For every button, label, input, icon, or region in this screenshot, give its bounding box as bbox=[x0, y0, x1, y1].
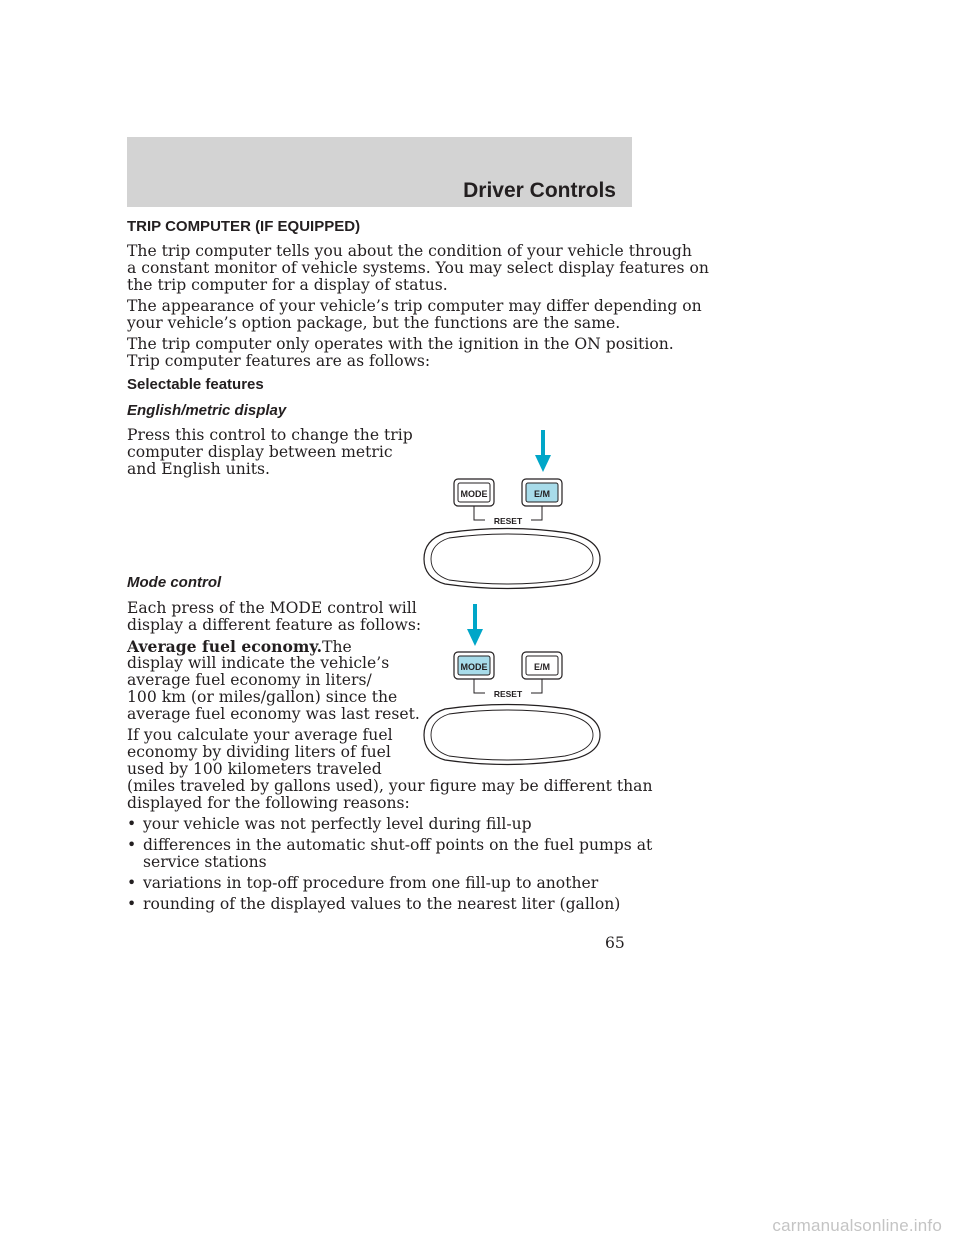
mode-control-heading: Mode control bbox=[127, 574, 222, 591]
mode-button-label: MODE bbox=[460, 489, 488, 499]
bullet-item: differences in the automatic shut-off points on the fuel pumps at bbox=[143, 836, 653, 854]
intro-line: a constant monitor of vehicle systems. You may select display features on bbox=[127, 259, 709, 277]
em-button-label: E/M bbox=[533, 489, 551, 499]
intro-line: the trip computer for a display of status. bbox=[127, 276, 448, 294]
avg-fuel-lead: Average fuel economy. bbox=[127, 637, 323, 656]
intro-line: The appearance of your vehicle’s trip computer may differ depending on bbox=[127, 297, 702, 315]
calc-line: economy by dividing liters of fuel bbox=[127, 743, 391, 761]
intro-line: The trip computer tells you about the condition of your vehicle through bbox=[127, 242, 692, 260]
english-metric-line: Press this control to change the trip bbox=[127, 426, 413, 444]
calc-line: If you calculate your average fuel bbox=[127, 726, 393, 744]
english-metric-line: and English units. bbox=[127, 460, 270, 478]
calc-line: used by 100 kilometers traveled bbox=[127, 760, 382, 778]
trip-computer-diagram-em bbox=[415, 420, 610, 600]
avg-fuel-first-rest: The bbox=[322, 638, 352, 656]
calc-line: displayed for the following reasons: bbox=[127, 794, 410, 812]
bullet-item-cont: service stations bbox=[143, 853, 267, 871]
bullet-symbol: • bbox=[127, 874, 137, 892]
bullet-symbol: • bbox=[127, 815, 137, 833]
section-title: TRIP COMPUTER (IF EQUIPPED) bbox=[127, 218, 361, 235]
english-metric-heading: English/metric display bbox=[127, 402, 287, 419]
reset-label: RESET bbox=[493, 689, 523, 699]
reset-label: RESET bbox=[493, 516, 523, 526]
calc-line: (miles traveled by gallons used), your figure may be different than bbox=[127, 777, 653, 795]
pointer-arrow-icon bbox=[535, 430, 551, 472]
avg-fuel-line: display will indicate the vehicle’s bbox=[127, 654, 390, 672]
pointer-arrow-icon bbox=[467, 604, 483, 646]
selectable-features-heading: Selectable features bbox=[127, 376, 264, 393]
mode-control-line: Each press of the MODE control will bbox=[127, 599, 417, 617]
avg-fuel-line: average fuel economy in liters/ bbox=[127, 671, 372, 689]
watermark: carmanualsonline.info bbox=[772, 1216, 942, 1235]
page-number: 65 bbox=[605, 934, 625, 952]
intro-line: The trip computer only operates with the ignition in the ON position. bbox=[127, 335, 674, 353]
mode-control-line: display a different feature as follows: bbox=[127, 616, 422, 634]
avg-fuel-line: average fuel economy was last reset. bbox=[127, 705, 420, 723]
header-band bbox=[127, 137, 632, 207]
display-screen bbox=[431, 534, 593, 584]
bullet-item: your vehicle was not perfectly level during fill-up bbox=[143, 815, 532, 833]
display-screen bbox=[431, 710, 593, 760]
em-button-label: E/M bbox=[533, 662, 551, 672]
avg-fuel-line: 100 km (or miles/gallon) since the bbox=[127, 688, 398, 706]
bullet-item: variations in top-off procedure from one fill-up to another bbox=[143, 874, 599, 892]
bullet-item: rounding of the displayed values to the nearest liter (gallon) bbox=[143, 895, 621, 913]
intro-line: your vehicle’s option package, but the functions are the same. bbox=[127, 314, 621, 332]
bullet-symbol: • bbox=[127, 895, 137, 913]
bullet-symbol: • bbox=[127, 836, 137, 854]
intro-line: Trip computer features are as follows: bbox=[127, 352, 431, 370]
english-metric-line: computer display between metric bbox=[127, 443, 393, 461]
mode-button-label: MODE bbox=[460, 662, 488, 672]
trip-computer-diagram-mode bbox=[415, 596, 610, 776]
chapter-title: Driver Controls bbox=[463, 179, 616, 202]
